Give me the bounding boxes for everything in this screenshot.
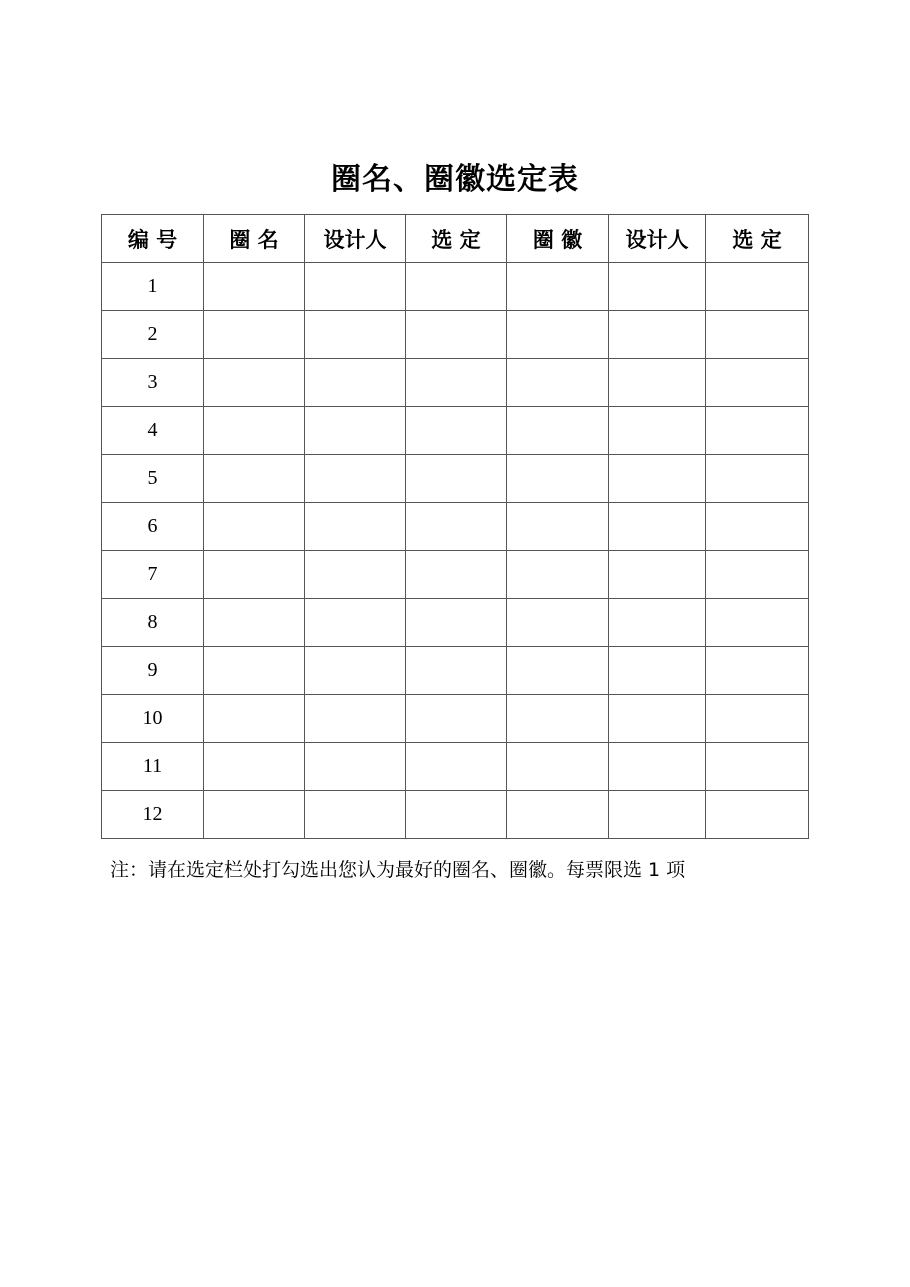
emblem-select-cell[interactable] (706, 503, 809, 551)
name-select-cell[interactable] (406, 695, 507, 743)
circle-name-cell[interactable] (204, 791, 305, 839)
row-number: 5 (102, 455, 204, 503)
emblem-designer-cell[interactable] (609, 743, 706, 791)
emblem-cell[interactable] (507, 407, 609, 455)
emblem-select-cell[interactable] (706, 695, 809, 743)
circle-name-cell[interactable] (204, 263, 305, 311)
table-row (102, 647, 809, 695)
name-designer-cell[interactable] (305, 503, 406, 551)
header-circle-name: 圈 名 (204, 215, 305, 263)
name-designer-cell[interactable] (305, 311, 406, 359)
header-circle-emblem: 圈 徽 (507, 215, 609, 263)
name-designer-cell[interactable] (305, 695, 406, 743)
emblem-designer-cell[interactable] (609, 647, 706, 695)
table-row (102, 359, 809, 407)
header-name-designer: 设计人 (305, 215, 406, 263)
header-emblem-designer: 设计人 (609, 215, 706, 263)
circle-name-cell[interactable] (204, 455, 305, 503)
table-row (102, 503, 809, 551)
row-number: 9 (102, 647, 204, 695)
circle-name-cell[interactable] (204, 743, 305, 791)
row-number: 2 (102, 311, 204, 359)
row-number: 10 (102, 695, 204, 743)
emblem-cell[interactable] (507, 455, 609, 503)
circle-name-cell[interactable] (204, 407, 305, 455)
emblem-select-cell[interactable] (706, 263, 809, 311)
name-designer-cell[interactable] (305, 551, 406, 599)
row-number: 6 (102, 503, 204, 551)
emblem-cell[interactable] (507, 743, 609, 791)
row-number: 4 (102, 407, 204, 455)
emblem-designer-cell[interactable] (609, 791, 706, 839)
circle-name-cell[interactable] (204, 311, 305, 359)
name-select-cell[interactable] (406, 647, 507, 695)
table-row (102, 743, 809, 791)
emblem-cell[interactable] (507, 791, 609, 839)
emblem-cell[interactable] (507, 263, 609, 311)
header-name-select: 选 定 (406, 215, 507, 263)
page-title: 圈名、圈徽选定表 (331, 162, 579, 197)
table-row (102, 791, 809, 839)
circle-name-cell[interactable] (204, 599, 305, 647)
name-designer-cell[interactable] (305, 791, 406, 839)
emblem-designer-cell[interactable] (609, 695, 706, 743)
table-row (102, 455, 809, 503)
emblem-designer-cell[interactable] (609, 407, 706, 455)
row-number: 8 (102, 599, 204, 647)
emblem-select-cell[interactable] (706, 311, 809, 359)
circle-name-cell[interactable] (204, 359, 305, 407)
table-row (102, 407, 809, 455)
name-select-cell[interactable] (406, 407, 507, 455)
emblem-designer-cell[interactable] (609, 359, 706, 407)
circle-name-cell[interactable] (204, 647, 305, 695)
circle-name-cell[interactable] (204, 695, 305, 743)
emblem-cell[interactable] (507, 695, 609, 743)
emblem-designer-cell[interactable] (609, 551, 706, 599)
emblem-select-cell[interactable] (706, 455, 809, 503)
table-row (102, 311, 809, 359)
emblem-select-cell[interactable] (706, 791, 809, 839)
name-designer-cell[interactable] (305, 599, 406, 647)
emblem-cell[interactable] (507, 359, 609, 407)
table-body (102, 263, 809, 839)
emblem-select-cell[interactable] (706, 359, 809, 407)
emblem-designer-cell[interactable] (609, 263, 706, 311)
emblem-designer-cell[interactable] (609, 503, 706, 551)
emblem-select-cell[interactable] (706, 743, 809, 791)
name-designer-cell[interactable] (305, 407, 406, 455)
emblem-cell[interactable] (507, 311, 609, 359)
name-select-cell[interactable] (406, 503, 507, 551)
name-select-cell[interactable] (406, 551, 507, 599)
name-select-cell[interactable] (406, 359, 507, 407)
row-number: 1 (102, 263, 204, 311)
emblem-designer-cell[interactable] (609, 311, 706, 359)
table-row (102, 599, 809, 647)
table-row (102, 551, 809, 599)
name-select-cell[interactable] (406, 791, 507, 839)
row-number: 7 (102, 551, 204, 599)
emblem-cell[interactable] (507, 599, 609, 647)
row-number: 3 (102, 359, 204, 407)
emblem-cell[interactable] (507, 647, 609, 695)
header-emblem-select: 选 定 (706, 215, 809, 263)
name-select-cell[interactable] (406, 599, 507, 647)
emblem-select-cell[interactable] (706, 647, 809, 695)
emblem-designer-cell[interactable] (609, 599, 706, 647)
name-select-cell[interactable] (406, 263, 507, 311)
selection-table (101, 214, 809, 839)
name-select-cell[interactable] (406, 311, 507, 359)
emblem-select-cell[interactable] (706, 407, 809, 455)
header-number: 编 号 (102, 215, 204, 263)
name-designer-cell[interactable] (305, 455, 406, 503)
table-row (102, 695, 809, 743)
emblem-cell[interactable] (507, 551, 609, 599)
name-select-cell[interactable] (406, 455, 507, 503)
emblem-designer-cell[interactable] (609, 455, 706, 503)
footnote: 注：请在选定栏处打勾选出您认为最好的圈名、圈徽。每票限选 1 项 (110, 859, 686, 881)
circle-name-cell[interactable] (204, 503, 305, 551)
emblem-select-cell[interactable] (706, 551, 809, 599)
emblem-select-cell[interactable] (706, 599, 809, 647)
emblem-cell[interactable] (507, 503, 609, 551)
circle-name-cell[interactable] (204, 551, 305, 599)
name-designer-cell[interactable] (305, 647, 406, 695)
header-row (102, 215, 809, 263)
name-select-cell[interactable] (406, 743, 507, 791)
name-designer-cell[interactable] (305, 359, 406, 407)
table-row (102, 263, 809, 311)
row-number: 11 (102, 743, 204, 791)
name-designer-cell[interactable] (305, 263, 406, 311)
name-designer-cell[interactable] (305, 743, 406, 791)
row-number: 12 (102, 791, 204, 839)
